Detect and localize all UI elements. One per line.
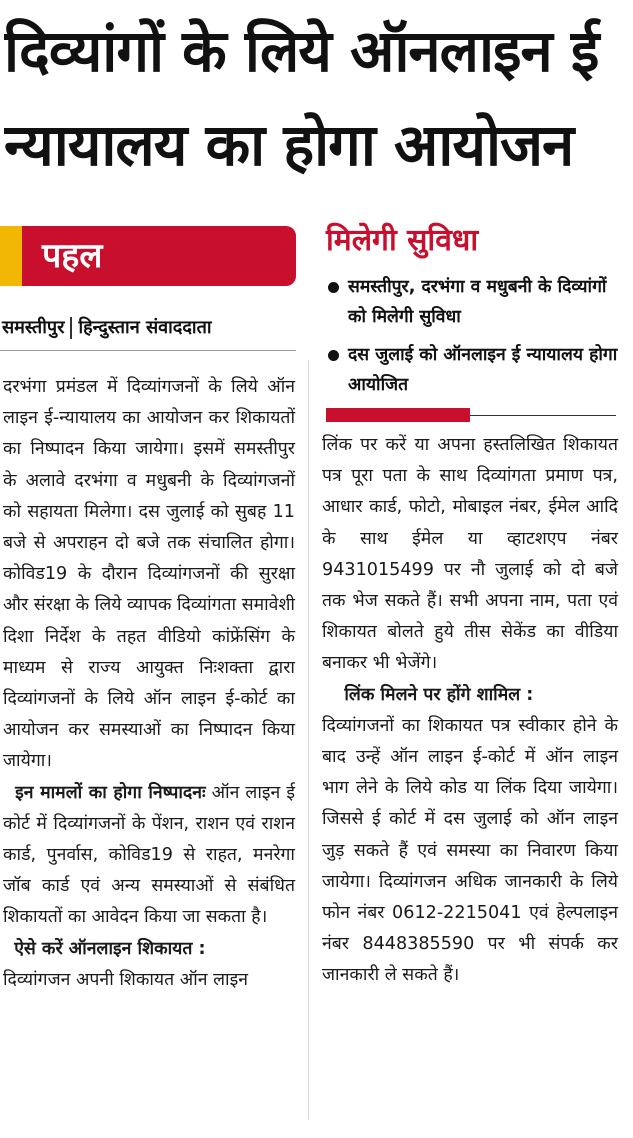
highlight-bullet-text: दस जुलाई को ऑनलाइन ई न्यायालय होगा आयोजित bbox=[348, 345, 618, 395]
paragraph bbox=[3, 778, 295, 934]
bullet-dot-icon bbox=[328, 282, 339, 293]
subheading: ऐसे करें ऑनलाइन शिकायत : bbox=[14, 938, 206, 959]
headline-line-1: दिव्यांगों के लिये ऑनलाइन ई bbox=[4, 17, 599, 85]
highlight-red-bar bbox=[326, 408, 470, 422]
paragraph bbox=[3, 934, 295, 965]
highlight-bullet-text: समस्तीपुर, दरभंगा व मधुबनी के दिव्यांगों को मिलेगी सुविधा bbox=[348, 277, 607, 327]
byline-place: समस्तीपुर bbox=[2, 317, 65, 338]
subheading: इन मामलों का होगा निष्पादनः bbox=[15, 782, 206, 803]
paragraph: लिंक पर करें या अपना हस्तलिखित शिकायत पत्र पूरा पता के साथ दिव्यांगता प्रमाण पत्र, आधार कार्ड, फोटो, मोबाइल नंबर, ईमेल आदि के साथ ईमेल या व्हाटशएप नंबर 9431015499 पर नौ जुलाई को दो बजे तक भेज सकते हैं। सभी अपना नाम, पता एवं शिकायत बोलते हुये तीस सेकेंड का वीडिया बनाकर भी भेजेंगे। bbox=[322, 435, 618, 674]
byline-source: हिन्दुस्तान संवाददाता bbox=[78, 317, 212, 338]
subheading: लिंक मिलने पर होंगे शामिल : bbox=[344, 684, 534, 705]
bullet-dot-icon bbox=[328, 350, 339, 361]
kicker-label: पहल bbox=[42, 236, 103, 276]
byline-separator bbox=[70, 317, 72, 339]
headline-line-2: न्यायालय का होगा आयोजन bbox=[4, 111, 574, 179]
kicker-tag bbox=[0, 226, 296, 286]
highlight-rule bbox=[470, 415, 616, 416]
column-divider bbox=[308, 360, 309, 1120]
paragraph: दिव्यांगजन अपनी शिकायत ऑन लाइन bbox=[3, 969, 249, 990]
article-column-left bbox=[3, 372, 295, 996]
highlight-bullets bbox=[326, 272, 620, 408]
paragraph: दिव्यांगजनों का शिकायत पत्र स्वीकार होने के बाद उन्हें ऑन लाइन ई-कोर्ट में ऑन लाइन भाग लेने के लिये कोड या लिंक दिया जायेगा। जिससे ई कोर्ट में दस जुलाई को ऑन लाइन जुड़ सकते हैं एवं समस्या का निवारण किया जायेगा। दिव्यांगजन अधिक जानकारी के लिये फोन नंबर 0612-2215041 एवं हेल्पलाइन नंबर 8448385590 पर भी संपर्क कर जानकारी ले सकते हैं। bbox=[322, 715, 618, 986]
byline-rule bbox=[0, 350, 296, 351]
article-column-right bbox=[322, 430, 618, 992]
highlight-bullet bbox=[326, 272, 620, 332]
paragraph bbox=[322, 680, 618, 711]
highlight-bullet bbox=[326, 340, 620, 400]
kicker-accent-bar bbox=[0, 226, 22, 286]
paragraph: दरभंगा प्रमंडल में दिव्यांगजनों के लिये ऑन लाइन ई-न्यायालय का आयोजन कर शिकायतों का निष्पादन किया जायेगा। इसमें समस्तीपुर के अलावे दरभंगा व मधुबनी के दिव्यांगजनों को सहायता मिलेगा। दस जुलाई को सुबह 11 बजे से अपराहन दो बजे तक संचालित होगा। कोविड19 के दौरान दिव्यांगजनों की सुरक्षा और संरक्षा के लिये व्यापक दिव्यांगता समावेशी दिशा निर्देश के तहत वीडियो कांफ्रेंसिंग के माध्यम से राज्य आयुक्त निःशक्ता द्वारा दिव्यांगजनों के लिये ऑन लाइन ई-कोर्ट का आयोजन कर समस्याओं का निष्पादन किया जायेगा। bbox=[3, 377, 295, 772]
paragraph-text: ऑन लाइन ई कोर्ट में दिव्यांगजनों के पेंशन, राशन एवं राशन कार्ड, पुनर्वास, कोविड19 से राहत, मनरेगा जॉब कार्ड एवं अन्य समस्याओं से संबंधित शिकायतों का आवेदन किया जा सकता है। bbox=[3, 782, 296, 928]
highlight-title: मिलेगी सुविधा bbox=[326, 223, 479, 258]
headline bbox=[4, 4, 629, 192]
byline bbox=[2, 314, 212, 342]
